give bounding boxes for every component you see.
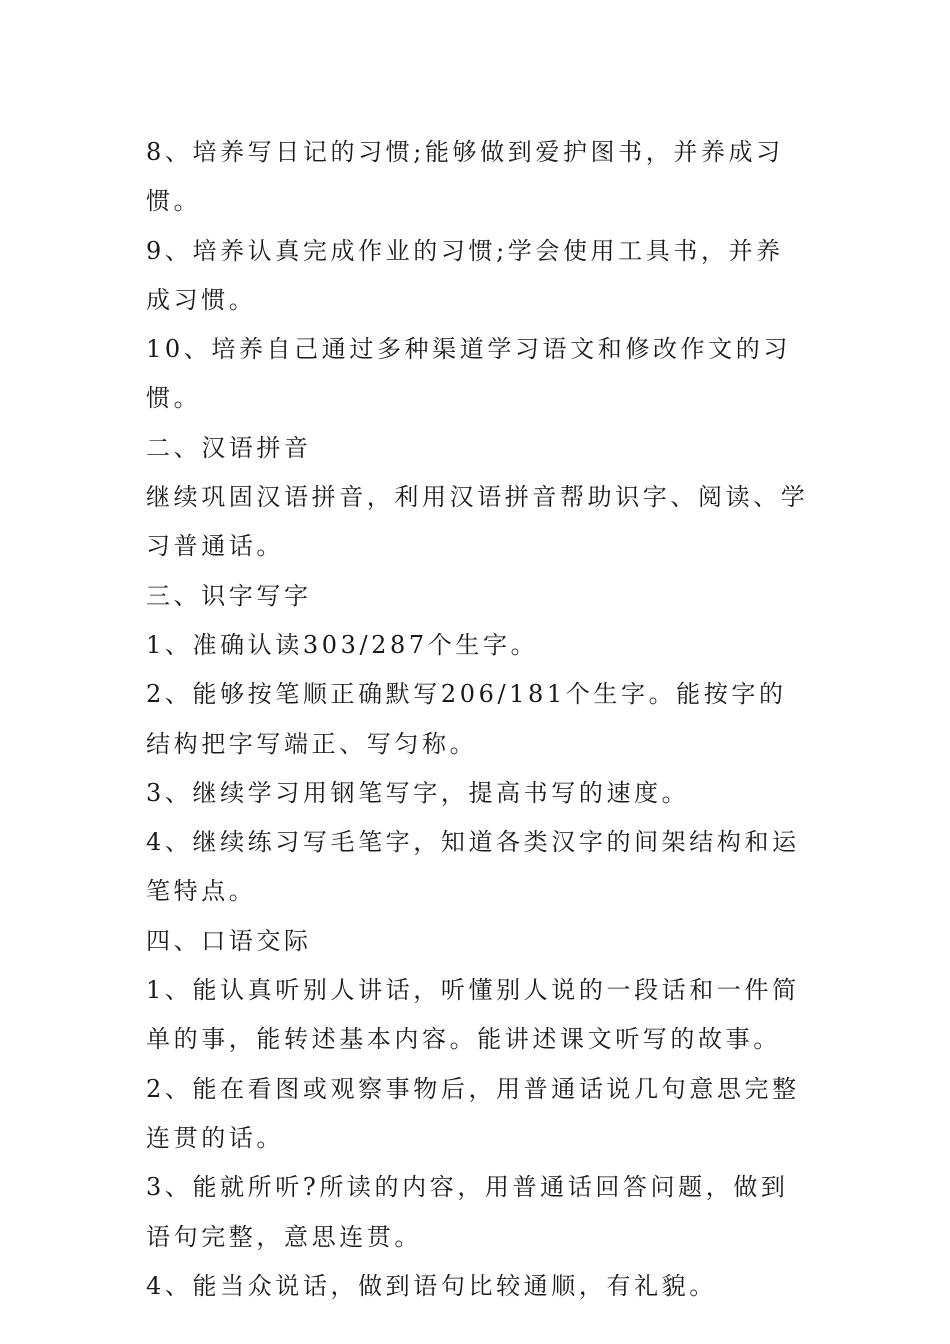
list-item: 10、培养自己通过多种渠道学习语文和修改作文的习惯。 [146, 335, 791, 413]
document-body [146, 128, 810, 1311]
section-heading: 三、识字写字 [146, 581, 312, 610]
list-item: 4、能当众说话，做到语句比较通顺，有礼貌。 [146, 1271, 717, 1300]
list-item: 2、能在看图或观察事物后，用普通话说几句意思完整连贯的话。 [146, 1074, 800, 1152]
section-heading: 二、汉语拼音 [146, 433, 312, 462]
list-item: 9、培养认真完成作业的习惯;学会使用工具书，并养成习惯。 [146, 236, 784, 314]
list-item: 3、继续学习用钢笔写字，提高书写的速度。 [146, 778, 690, 807]
list-item: 1、能认真听别人讲话，听懂别人说的一段话和一件简单的事，能转述基本内容。能讲述课文听写的故事。 [146, 976, 800, 1054]
paragraph: 继续巩固汉语拼音，利用汉语拼音帮助识字、阅读、学习普通话。 [146, 483, 809, 561]
list-item: 1、准确认读303/287个生字。 [146, 630, 539, 659]
list-item: 4、继续练习写毛笔字，知道各类汉字的间架结构和运笔特点。 [146, 828, 800, 906]
list-item: 2、能够按笔顺正确默写206/181个生字。能按字的结构把字写端正、写匀称。 [146, 680, 787, 758]
section-heading: 四、口语交际 [146, 926, 312, 955]
list-item: 3、能就所听?所读的内容，用普通话回答问题，做到语句完整，意思连贯。 [146, 1173, 789, 1251]
list-item: 8、培养写日记的习惯;能够做到爱护图书，并养成习惯。 [146, 138, 784, 216]
